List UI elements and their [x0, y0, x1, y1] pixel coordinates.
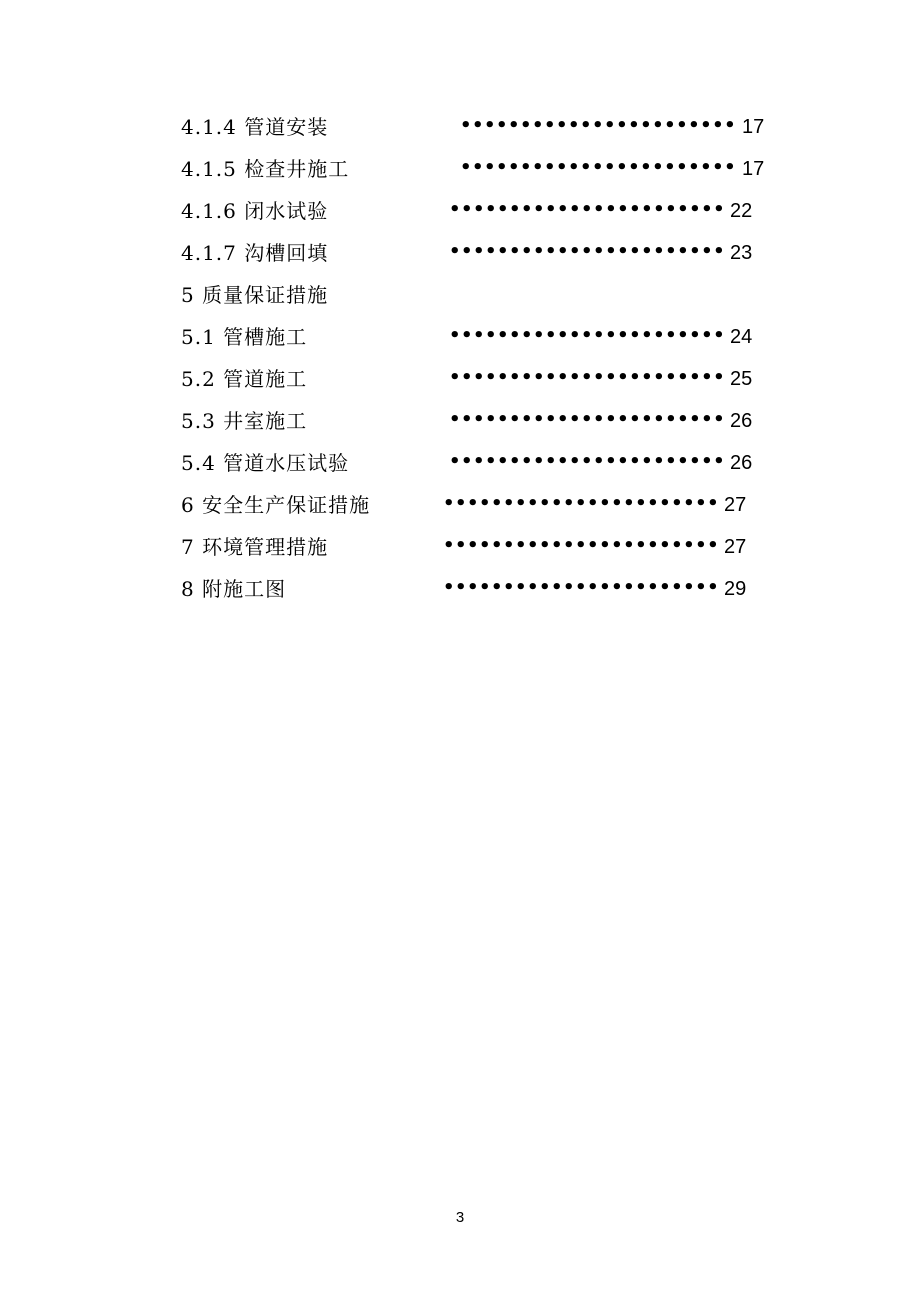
toc-entry-4-1-7 [0, 238, 920, 268]
toc-entry-title: 7 环境管理措施 [181, 535, 329, 559]
toc-entry-4-1-5 [0, 154, 920, 184]
toc-entry-leader: ••••••••••••••••••••••• [449, 451, 726, 472]
toc-entry-page-number: 17 [742, 158, 765, 180]
toc-entry-title: 4.1.5 检查井施工 [181, 157, 350, 181]
toc-entry-4-1-6 [0, 196, 920, 226]
toc-entry-title: 5.2 管道施工 [181, 367, 308, 391]
toc-entry-leader: ••••••••••••••••••••••• [449, 199, 726, 220]
toc-entry-5 [0, 280, 920, 310]
toc-entry-page-number: 24 [730, 326, 753, 348]
toc-entry-5-1 [0, 322, 920, 352]
toc-entry-leader: ••••••••••••••••••••••• [449, 325, 726, 346]
toc-entry-title: 6 安全生产保证措施 [181, 493, 371, 517]
toc-entry-page-number: 27 [724, 494, 747, 516]
toc-entry-leader: ••••••••••••••••••••••• [449, 241, 726, 262]
toc-entry-5-3 [0, 406, 920, 436]
toc-entry-5-2 [0, 364, 920, 394]
toc-entry-leader: ••••••••••••••••••••••• [449, 409, 726, 430]
toc-entry-4-1-4 [0, 112, 920, 142]
toc-entry-leader: ••••••••••••••••••••••• [460, 115, 737, 136]
toc-entry-page-number: 17 [742, 116, 765, 138]
toc-entry-6 [0, 490, 920, 520]
toc-entry-5-4 [0, 448, 920, 478]
toc-entry-page-number: 23 [730, 242, 753, 264]
toc-entry-title: 5.1 管槽施工 [181, 325, 308, 349]
toc-entry-leader: ••••••••••••••••••••••• [460, 157, 737, 178]
toc-entry-8 [0, 574, 920, 604]
toc-entry-leader: ••••••••••••••••••••••• [443, 577, 720, 598]
toc-entry-title: 5.3 井室施工 [181, 409, 308, 433]
toc-entry-page-number: 22 [730, 200, 753, 222]
toc-entry-leader: ••••••••••••••••••••••• [443, 493, 720, 514]
toc-entry-page-number: 26 [730, 452, 753, 474]
toc-entry-title: 5.4 管道水压试验 [181, 451, 350, 475]
toc-entry-leader: ••••••••••••••••••••••• [443, 535, 720, 556]
toc-entry-leader: ••••••••••••••••••••••• [449, 367, 726, 388]
toc-entry-title: 4.1.6 闭水试验 [181, 199, 329, 223]
toc-entry-title: 4.1.4 管道安装 [181, 115, 329, 139]
toc-entry-7 [0, 532, 920, 562]
toc-entry-page-number: 27 [724, 536, 747, 558]
footer-page-number: 3 [455, 1209, 465, 1226]
toc-entry-title: 5 质量保证措施 [181, 283, 329, 307]
toc-entry-page-number: 29 [724, 578, 747, 600]
toc-entry-page-number: 26 [730, 410, 753, 432]
toc-entry-page-number: 25 [730, 368, 753, 390]
toc-entry-title: 8 附施工图 [181, 577, 287, 601]
toc-entry-title: 4.1.7 沟槽回填 [181, 241, 329, 265]
